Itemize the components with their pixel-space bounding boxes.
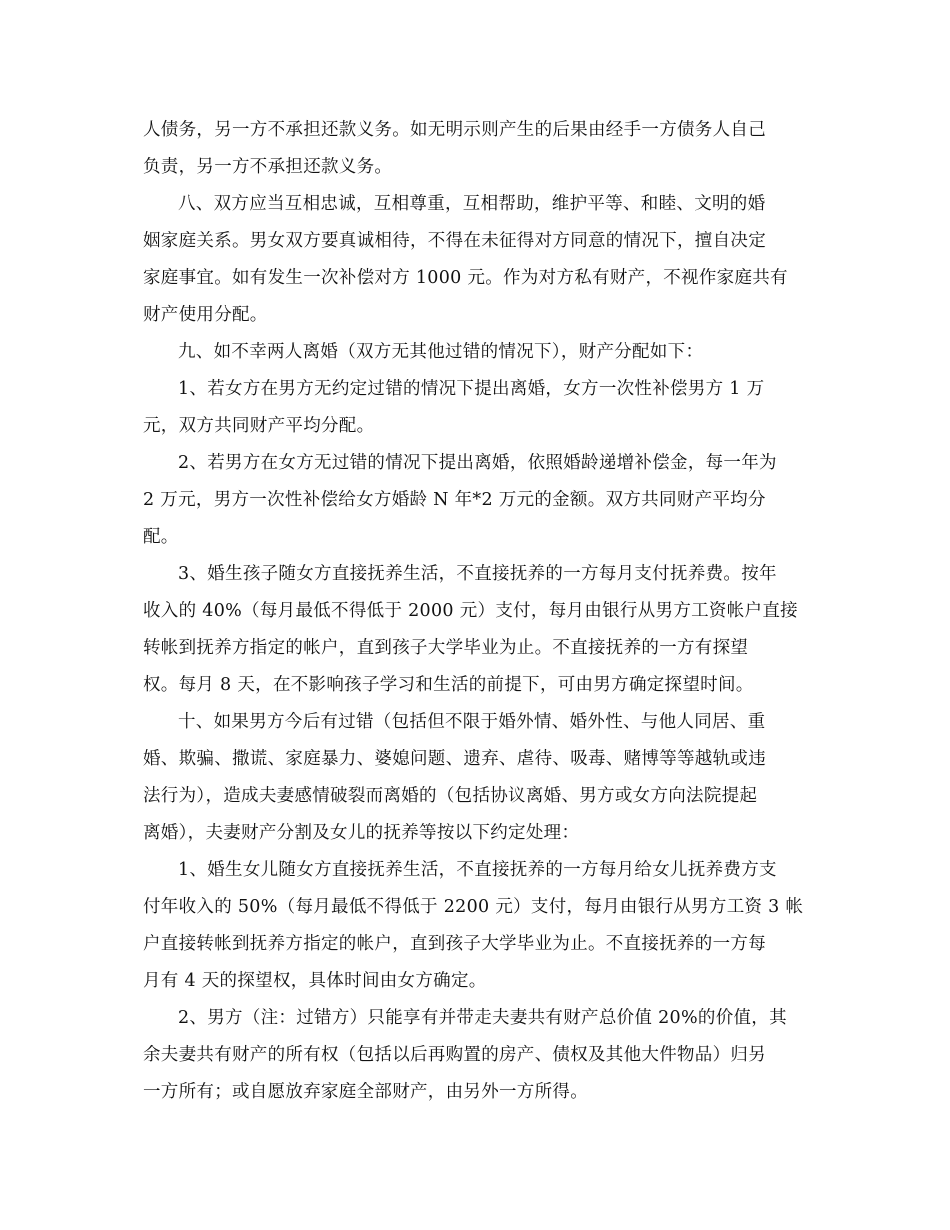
text-line: 配。 bbox=[143, 527, 179, 547]
text-line: 离婚），夫妻财产分割及女儿的抚养等按以下约定处理： bbox=[143, 823, 580, 843]
text-line: 2、男方（注：过错方）只能享有并带走夫妻共有财产总价值 20%的价值，其 bbox=[178, 1008, 787, 1028]
text-line: 八、双方应当互相忠诚，互相尊重，互相帮助，维护平等、和睦、文明的婚 bbox=[178, 194, 766, 214]
text-line: 1、若女方在男方无约定过错的情况下提出离婚，女方一次性补偿男方 1 万 bbox=[178, 379, 765, 399]
text-line: 家庭事宜。如有发生一次补偿对方 1000 元。作为对方私有财产，不视作家庭共有 bbox=[143, 268, 788, 288]
text-line: 法行为），造成夫妻感情破裂而离婚的（包括协议离婚、男方或女方向法院提起 bbox=[143, 786, 758, 806]
text-line: 转帐到抚养方指定的帐户，直到孩子大学毕业为止。不直接抚养的一方有探望 bbox=[143, 638, 749, 658]
text-line: 余夫妻共有财产的所有权（包括以后再购置的房产、债权及其他大件物品）归另 bbox=[143, 1045, 766, 1065]
text-line: 户直接转帐到抚养方指定的帐户，直到孩子大学毕业为止。不直接抚养的一方每 bbox=[143, 934, 766, 954]
text-line: 婚、欺骗、撒谎、家庭暴力、婆媳问题、遗弃、虐待、吸毒、赌博等等越轨或违 bbox=[143, 749, 766, 769]
text-line: 财产使用分配。 bbox=[143, 305, 268, 325]
text-line: 月有 4 天的探望权，具体时间由女方确定。 bbox=[143, 971, 487, 991]
text-line: 一方所有；或自愿放弃家庭全部财产，由另外一方所得。 bbox=[143, 1082, 588, 1102]
text-line: 2 万元，男方一次性补偿给女方婚龄 N 年*2 万元的金额。双方共同财产平均分 bbox=[143, 490, 766, 510]
text-line: 收入的 40%（每月最低不得低于 2000 元）支付，每月由银行从男方工资帐户直接 bbox=[143, 601, 798, 621]
text-line: 权。每月 8 天，在不影响孩子学习和生活的前提下，可由男方确定探望时间。 bbox=[143, 675, 754, 695]
text-line: 1、婚生女儿随女方直接抚养生活，不直接抚养的一方每月给女儿抚养费方支 bbox=[178, 860, 777, 880]
text-line: 3、婚生孩子随女方直接抚养生活，不直接抚养的一方每月支付抚养费。按年 bbox=[178, 564, 777, 584]
text-line: 姻家庭关系。男女双方要真诚相待，不得在未征得对方同意的情况下，擅自决定 bbox=[143, 231, 766, 251]
text-line: 元，双方共同财产平均分配。 bbox=[143, 416, 375, 436]
text-line: 负责，另一方不承担还款义务。 bbox=[143, 157, 393, 177]
text-line: 2、若男方在女方无过错的情况下提出离婚，依照婚龄递增补偿金，每一年为 bbox=[178, 453, 777, 473]
text-line: 十、如果男方今后有过错（包括但不限于婚外情、婚外性、与他人同居、重 bbox=[178, 712, 766, 732]
text-line: 人债务，另一方不承担还款义务。如无明示则产生的后果由经手一方债务人自己 bbox=[143, 120, 766, 140]
text-line: 九、如不幸两人离婚（双方无其他过错的情况下），财产分配如下： bbox=[178, 342, 704, 362]
text-line: 付年收入的 50%（每月最低不得低于 2200 元）支付，每月由银行从男方工资 3 帐 bbox=[143, 897, 804, 917]
